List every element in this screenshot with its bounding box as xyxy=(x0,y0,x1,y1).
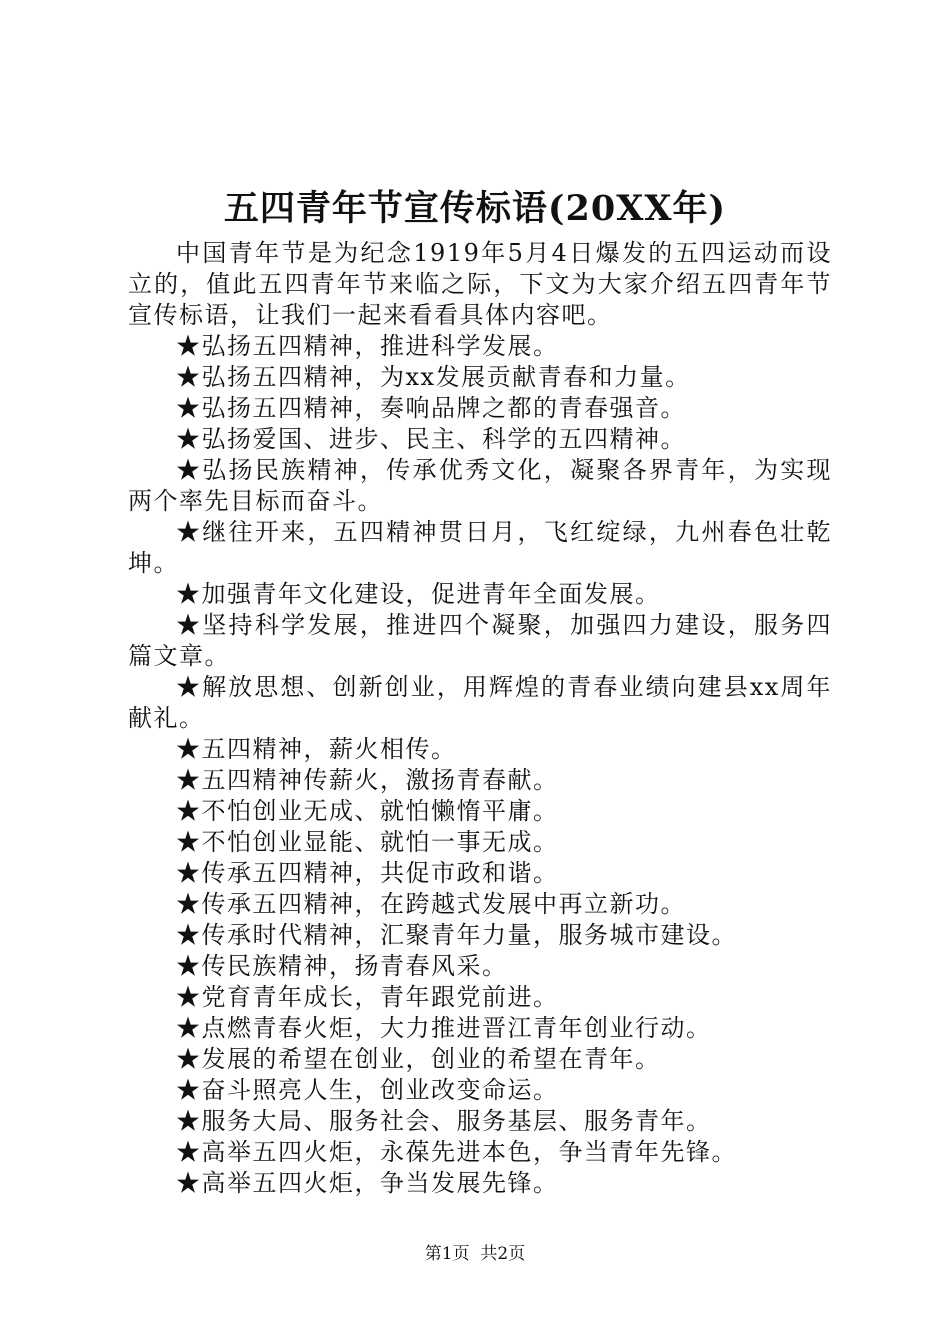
star-bullet-icon: ★ xyxy=(176,797,202,825)
slogan-item xyxy=(128,393,832,424)
slogan-item xyxy=(128,920,832,951)
slogan-text: 高举五四火炬，争当发展先锋。 xyxy=(201,1169,559,1197)
star-bullet-icon: ★ xyxy=(176,1045,202,1073)
star-bullet-icon: ★ xyxy=(176,952,202,980)
slogan-item xyxy=(128,827,832,858)
star-bullet-icon: ★ xyxy=(176,921,202,949)
star-bullet-icon: ★ xyxy=(176,425,202,453)
slogan-item xyxy=(128,982,832,1013)
star-bullet-icon: ★ xyxy=(176,456,203,484)
slogan-item xyxy=(128,1044,832,1075)
slogan-text: 弘扬民族精神，传承优秀文化，凝聚各界青年，为实现两个率先目标而奋斗。 xyxy=(128,456,833,515)
slogan-text: 传承时代精神，汇聚青年力量，服务城市建设。 xyxy=(201,921,737,949)
star-bullet-icon: ★ xyxy=(176,1169,202,1197)
intro-paragraph: 中国青年节是为纪念1919年5月4日爆发的五四运动而设立的，值此五四青年节来临之际，下文为大家介绍五四青年节宣传标语，让我们一起来看看具体内容吧。 xyxy=(128,239,832,329)
slogan-text: 高举五四火炬，永葆先进本色，争当青年先锋。 xyxy=(201,1138,737,1166)
star-bullet-icon: ★ xyxy=(176,1107,202,1135)
slogan-text: 传承五四精神，共促市政和谐。 xyxy=(201,859,559,887)
slogan-text: 点燃青春火炬，大力推进晋江青年创业行动。 xyxy=(201,1014,712,1042)
slogan-text: 加强青年文化建设，促进青年全面发展。 xyxy=(201,580,661,608)
slogan-item xyxy=(128,579,832,610)
star-bullet-icon: ★ xyxy=(176,766,202,794)
star-bullet-icon: ★ xyxy=(176,859,202,887)
document-title: 五四青年节宣传标语(20XX年) xyxy=(223,188,727,229)
slogan-text: 弘扬五四精神，奏响品牌之都的青春强音。 xyxy=(201,394,686,422)
star-bullet-icon: ★ xyxy=(176,332,202,360)
star-bullet-icon: ★ xyxy=(176,1138,202,1166)
slogan-item xyxy=(128,765,832,796)
slogan-item xyxy=(128,1013,832,1044)
page-total: 共2页 xyxy=(480,1244,526,1264)
slogan-item xyxy=(128,858,832,889)
slogan-text: 坚持科学发展，推进四个凝聚，加强四力建设，服务四篇文章。 xyxy=(128,611,833,670)
slogan-text: 继往开来，五四精神贯日月，飞红绽绿，九州春色壮乾坤。 xyxy=(128,518,833,577)
slogan-item xyxy=(128,1106,832,1137)
slogan-item xyxy=(128,1075,832,1106)
slogan-item xyxy=(128,455,832,517)
document-body xyxy=(128,238,832,1199)
page-number: 第1页 xyxy=(424,1244,470,1264)
slogan-item xyxy=(128,796,832,827)
star-bullet-icon: ★ xyxy=(176,363,202,391)
slogan-text: 解放思想、创新创业，用辉煌的青春业绩向建县xx周年献礼。 xyxy=(128,673,833,732)
slogan-text: 传承五四精神，在跨越式发展中再立新功。 xyxy=(201,890,686,918)
slogan-text: 发展的希望在创业，创业的希望在青年。 xyxy=(201,1045,661,1073)
slogan-text: 党育青年成长，青年跟党前进。 xyxy=(201,983,559,1011)
star-bullet-icon: ★ xyxy=(176,673,203,701)
slogan-item xyxy=(128,517,832,579)
slogan-item xyxy=(128,362,832,393)
star-bullet-icon: ★ xyxy=(176,983,202,1011)
slogan-item xyxy=(128,672,832,734)
star-bullet-icon: ★ xyxy=(176,735,202,763)
slogan-item xyxy=(128,424,832,455)
slogan-text: 奋斗照亮人生，创业改变命运。 xyxy=(201,1076,559,1104)
slogan-item xyxy=(128,331,832,362)
page-footer xyxy=(0,1243,950,1265)
star-bullet-icon: ★ xyxy=(176,611,203,639)
star-bullet-icon: ★ xyxy=(176,518,203,546)
star-bullet-icon: ★ xyxy=(176,1014,202,1042)
slogan-text: 五四精神传薪火，激扬青春献。 xyxy=(201,766,559,794)
slogan-list xyxy=(128,331,832,1199)
slogan-text: 不怕创业显能、就怕一事无成。 xyxy=(201,828,559,856)
slogan-item xyxy=(128,889,832,920)
slogan-item xyxy=(128,610,832,672)
slogan-item xyxy=(128,1168,832,1199)
slogan-item xyxy=(128,951,832,982)
footer-separator xyxy=(470,1244,481,1264)
star-bullet-icon: ★ xyxy=(176,828,202,856)
slogan-text: 弘扬爱国、进步、民主、科学的五四精神。 xyxy=(201,425,686,453)
slogan-text: 传民族精神，扬青春风采。 xyxy=(201,952,508,980)
star-bullet-icon: ★ xyxy=(176,890,202,918)
slogan-text: 弘扬五四精神，推进科学发展。 xyxy=(201,332,559,360)
slogan-text: 弘扬五四精神，为xx发展贡献青春和力量。 xyxy=(201,363,691,391)
star-bullet-icon: ★ xyxy=(176,580,202,608)
slogan-item xyxy=(128,1137,832,1168)
slogan-text: 不怕创业无成、就怕懒惰平庸。 xyxy=(201,797,559,825)
star-bullet-icon: ★ xyxy=(176,1076,202,1104)
slogan-item xyxy=(128,734,832,765)
star-bullet-icon: ★ xyxy=(176,394,202,422)
slogan-text: 服务大局、服务社会、服务基层、服务青年。 xyxy=(201,1107,712,1135)
slogan-text: 五四精神，薪火相传。 xyxy=(201,735,457,763)
